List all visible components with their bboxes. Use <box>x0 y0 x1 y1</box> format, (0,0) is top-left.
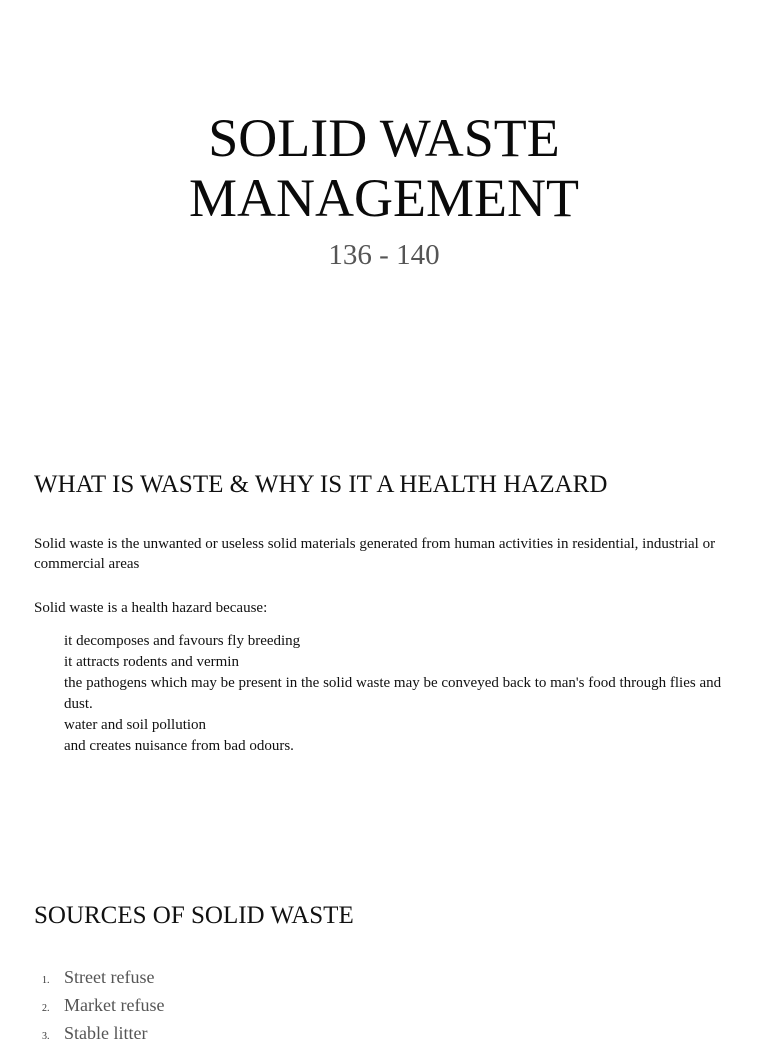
source-label: Stable litter <box>64 1023 148 1043</box>
list-item <box>34 1021 164 1049</box>
list-item <box>34 993 164 1021</box>
source-label: Market refuse <box>64 995 165 1015</box>
section-heading-waste-hazard: WHAT IS WASTE & WHY IS IT A HEALTH HAZARD <box>34 471 608 498</box>
title-line-1: SOLID WASTE <box>208 108 560 168</box>
list-number: 2. <box>42 1003 50 1014</box>
hazard-intro: Solid waste is a health hazard because: <box>34 600 268 616</box>
section-heading-sources: SOURCES OF SOLID WASTE <box>34 902 354 929</box>
waste-definition: Solid waste is the unwanted or useless solid materials generated from human activities in residential, industrial or commercial areas <box>34 536 716 572</box>
list-number: 1. <box>42 975 50 986</box>
document-title <box>0 108 768 228</box>
hazard-list <box>64 631 734 757</box>
page-range: 136 - 140 <box>328 239 440 271</box>
list-item: it attracts rodents and vermin <box>64 654 239 670</box>
list-item: the pathogens which may be present in the solid waste may be conveyed back to man's food through flies and dust. <box>64 675 722 712</box>
list-number: 3. <box>42 1031 50 1042</box>
list-item: water and soil pollution <box>64 717 207 733</box>
source-label: Street refuse <box>64 967 155 987</box>
title-block <box>0 108 768 272</box>
sources-list <box>34 965 164 1049</box>
title-line-2: MANAGEMENT <box>189 168 579 228</box>
list-item <box>34 965 164 993</box>
list-item: and creates nuisance from bad odours. <box>64 738 294 754</box>
list-item: it decomposes and favours fly breeding <box>64 633 301 649</box>
